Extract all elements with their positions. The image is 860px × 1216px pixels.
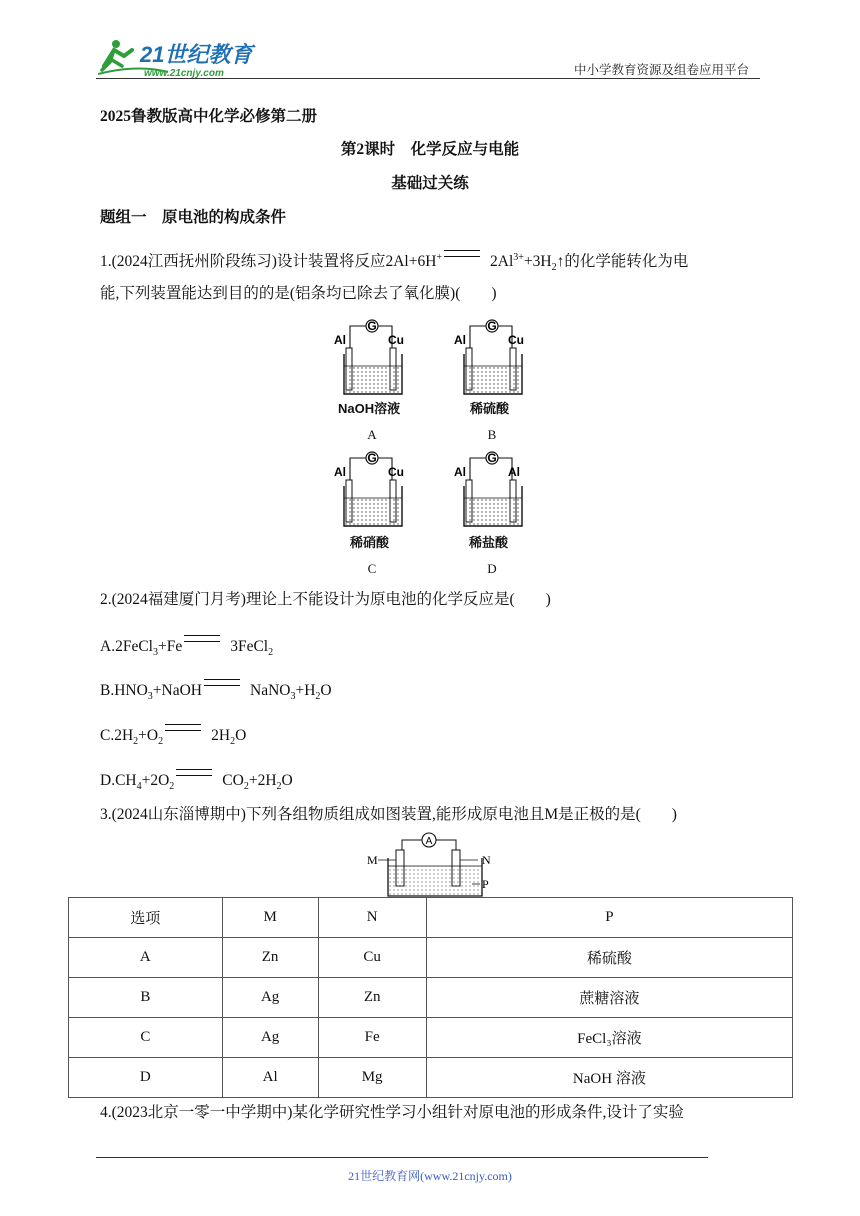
equals-sign [444,250,480,257]
svg-text:G: G [487,319,497,333]
footer-divider [96,1157,708,1158]
q2-option-d: $D.CH_4+2O_2$ $CO_2+2H_2O$ [100,769,293,793]
equals-sign [176,769,212,776]
svg-text:A: A [425,836,433,847]
device-c-figure [332,450,422,536]
table-cell: NaOH 溶液 [426,1058,792,1098]
table-header-cell: N [318,898,426,938]
table-cell: Mg [318,1058,426,1098]
svg-text:G: G [367,451,377,465]
logo-url: www.21cnjy.com [144,68,224,79]
svg-text:G: G [367,319,377,333]
table-cell: Fe [318,1018,426,1058]
device-a-caption: A [367,427,377,442]
book-title: 2025鲁教版高中化学必修第二册 [100,108,318,125]
svg-text:Cu: Cu [388,465,404,479]
logo-text: 21世纪教育 [140,42,253,67]
table-cell: Zn [222,938,318,978]
svg-text:Al: Al [508,465,520,479]
table-cell: 稀硫酸 [426,938,792,978]
table-row [69,978,793,1018]
table-cell: Al [222,1058,318,1098]
device-d-figure [452,450,542,536]
equals-sign [165,724,201,731]
table-cell: Ag [222,1018,318,1058]
header-platform-text: 中小学教育资源及组卷应用平台 [574,63,750,77]
q1-line1: 1.(2024江西抚州阶段练习)设计装置将反应2Al+6H+ $2Al^{3+}+3H_2↑$的化学能转化为电 [100,251,689,274]
device-a-figure [332,318,422,404]
svg-text:P: P [482,877,489,891]
footer-link[interactable]: 21世纪教育网(www.21cnjy.com) [348,1169,512,1183]
device-d-solution: 稀盐酸 [469,535,509,550]
q3-device-figure [364,828,504,898]
q3-stem: 3.(2024山东淄博期中)下列各组物质组成如图装置,能形成原电池且M是正极的是( ) [100,806,677,823]
site-logo [98,36,258,80]
group-title: 题组一 原电池的构成条件 [100,209,287,226]
q2-option-c: $C.2H_2+O_2$ $2H_2O$ [100,724,246,748]
table-header-cell: 选项 [69,898,223,938]
device-a-solution: NaOH溶液 [338,401,401,416]
q2-stem: 2.(2024福建厦门月考)理论上不能设计为原电池的化学反应是( ) [100,591,551,608]
svg-text:M: M [367,853,378,867]
device-c-solution: 稀硝酸 [350,535,390,550]
q2-option-b: $B.HNO_3+NaOH$ $NaNO_3+H_2O$ [100,679,332,703]
table-cell: FeCl₃溶液 [426,1018,792,1058]
svg-text:Al: Al [454,465,466,479]
svg-text:Al: Al [334,333,346,347]
section-title: 基础过关练 [391,175,469,192]
equals-sign [204,679,240,686]
device-d-caption: D [487,561,497,576]
q3-options-table [68,897,793,1098]
svg-text:Al: Al [454,333,466,347]
svg-text:Al: Al [334,465,346,479]
table-cell: D [69,1058,223,1098]
table-row [69,1018,793,1058]
table-cell: Cu [318,938,426,978]
table-cell: B [69,978,223,1018]
equals-sign [184,635,220,642]
device-b-figure [452,318,542,404]
table-cell: Zn [318,978,426,1018]
header-divider [96,78,760,79]
svg-text:N: N [482,853,491,867]
table-row [69,1058,793,1098]
table-cell: Ag [222,978,318,1018]
q4-stem: 4.(2023北京一零一中学期中)某化学研究性学习小组针对原电池的形成条件,设计了实验 [100,1104,684,1121]
table-header-cell: P [426,898,792,938]
lesson-title: 第2课时 化学反应与电能 [340,141,520,158]
svg-text:Cu: Cu [508,333,524,347]
table-header-cell: M [222,898,318,938]
table-header-row [69,898,793,938]
table-cell: C [69,1018,223,1058]
device-c-caption: C [367,561,377,576]
device-b-solution: 稀硫酸 [470,401,510,416]
svg-text:G: G [487,451,497,465]
q2-option-a: A.2FeCl$_3$+Fe 3FeCl$_2$ [100,635,273,659]
svg-text:Cu: Cu [388,333,404,347]
table-cell: 蔗糖溶液 [426,978,792,1018]
device-b-caption: B [487,427,497,442]
q1-line2: 能,下列装置能达到目的的是(铝条均已除去了氧化膜)( ) [100,285,497,302]
table-cell: A [69,938,223,978]
table-row [69,938,793,978]
